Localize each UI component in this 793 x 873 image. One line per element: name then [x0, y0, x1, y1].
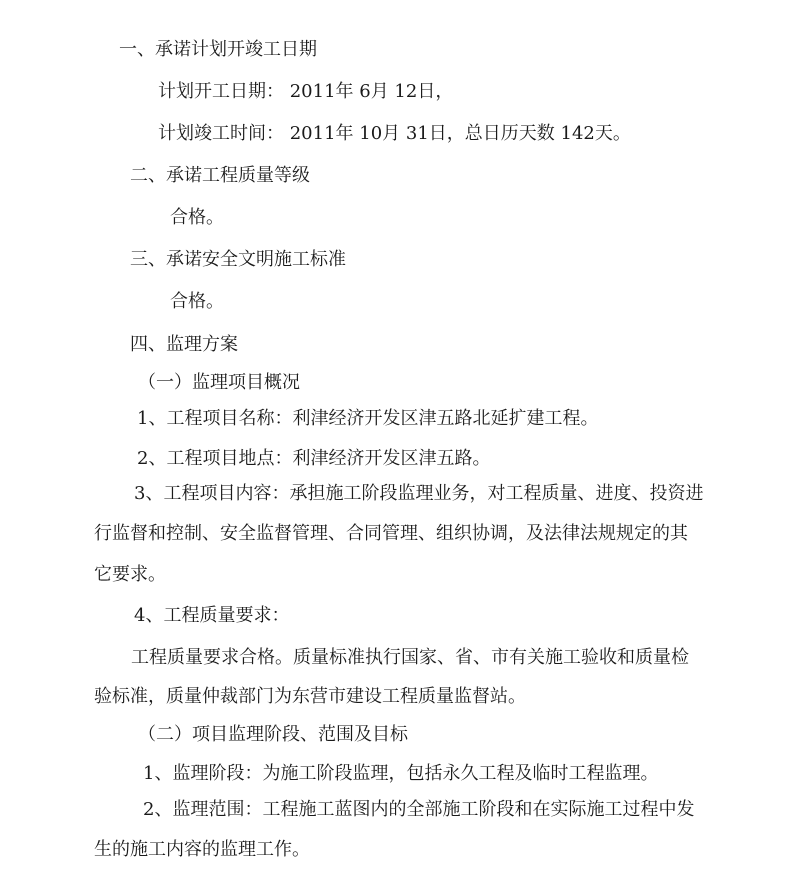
quality-requirement-item: 4、工程质量要求： — [134, 605, 290, 626]
project-content-line-1: 3、工程项目内容：承担施工阶段监理业务，对工程质量、进度、投资进 — [134, 483, 704, 504]
safety-standard-value: 合格。 — [170, 291, 224, 312]
subsection-1-heading: （一）监理项目概况 — [138, 372, 300, 393]
planned-start-date: 计划开工日期： 2011年 6月 12日， — [158, 81, 454, 102]
project-name-item: 1、工程项目名称：利津经济开发区津五路北延扩建工程。 — [137, 408, 599, 429]
planned-completion-date: 计划竣工时间： 2011年 10月 31日，总日历天数 142天。 — [158, 123, 631, 144]
quality-requirement-text-1: 工程质量要求合格。质量标准执行国家、省、市有关施工验收和质量检 — [131, 647, 689, 668]
section-1-heading: 一、承诺计划开竣工日期 — [119, 39, 317, 60]
supervision-stage-item: 1、监理阶段：为施工阶段监理，包括永久工程及临时工程监理。 — [143, 763, 659, 784]
supervision-scope-line-2: 生的施工内容的监理工作。 — [94, 839, 310, 860]
supervision-scope-line-1: 2、监理范围：工程施工蓝图内的全部施工阶段和在实际施工过程中发 — [143, 799, 695, 820]
section-2-heading: 二、承诺工程质量等级 — [130, 165, 310, 186]
project-content-line-3: 它要求。 — [94, 564, 166, 585]
section-4-heading: 四、监理方案 — [130, 334, 238, 355]
quality-requirement-text-2: 验标准，质量仲裁部门为东营市建设工程质量监督站。 — [94, 686, 526, 707]
project-content-line-2: 行监督和控制、安全监督管理、合同管理、组织协调，及法律法规规定的其 — [94, 523, 688, 544]
project-location-item: 2、工程项目地点：利津经济开发区津五路。 — [137, 448, 491, 469]
quality-level-value: 合格。 — [170, 207, 224, 228]
subsection-2-heading: （二）项目监理阶段、范围及目标 — [138, 724, 408, 745]
section-3-heading: 三、承诺安全文明施工标准 — [130, 249, 346, 270]
